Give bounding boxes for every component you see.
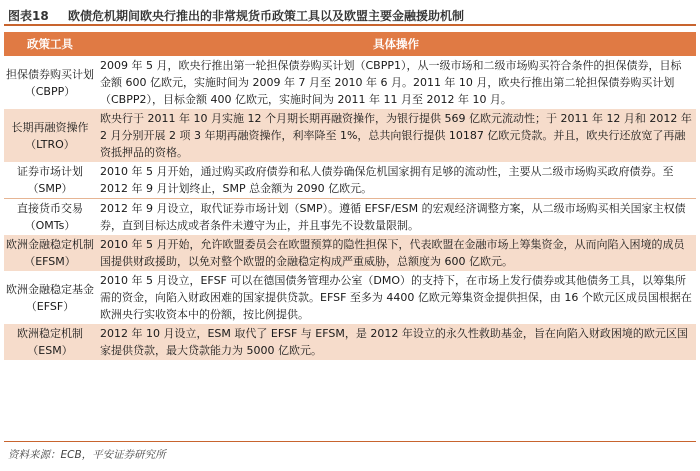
row-tool-omts: 直接货币交易（OMTs） bbox=[4, 199, 96, 236]
row-tool-cbpp: 担保债券购买计划（CBPP） bbox=[4, 56, 96, 109]
table-row bbox=[4, 324, 696, 360]
row-tool-efsm: 欧洲金融稳定机制（EFSM） bbox=[4, 235, 96, 271]
table-row bbox=[4, 271, 696, 324]
row-ops-cbpp: 2009 年 5 月，欧央行推出第一轮担保债券购买计划（CBPP1），从一级市场和二级市场购买符合条件的担保债券，目标金额 600 亿欧元，实施时间为 2009 年 7 月至 2010 年 6 月。2011 年 10 月，欧央行推出第二轮担保债券购买计划（CBPP2），目标金额 400 亿欧元，实施时间为 2011 年 11 月至 2012 年 10 月。 bbox=[96, 56, 696, 109]
row-tool-esm: 欧洲稳定机制（ESM） bbox=[4, 324, 96, 360]
row-ops-smp: 2010 年 5 月开始，通过购买政府债券和私人债券确保危机国家拥有足够的流动性，主要从二级市场购买政府债券。至 2012 年 9 月计划终止，SMP 总金额为 2090 亿欧元。 bbox=[96, 162, 696, 199]
source-note: 资料来源：ECB，平安证券研究所 bbox=[8, 449, 166, 461]
figure-header bbox=[4, 4, 696, 26]
policy-table bbox=[4, 32, 696, 360]
row-ops-efsf: 2010 年 5 月设立，EFSF 可以在德国债务管理办公室（DMO）的支持下，在市场上发行债券或其他债务工具，以筹集所需的资金，向陷入财政困难的国家提供贷款。EFSF 至多为 4400 亿欧元筹集资金提供担保，由 16 个欧元区成员国根据在欧洲央行实收资本中的份额，按比例提供。 bbox=[96, 271, 696, 324]
header-ops: 具体操作 bbox=[96, 32, 696, 56]
table-row bbox=[4, 235, 696, 271]
bottom-rule bbox=[4, 441, 696, 442]
row-ops-ltro: 欧央行于 2011 年 10 月实施 12 个月期长期再融资操作，为银行提供 569 亿欧元流动性；于 2011 年 12 月和 2012 年 2 月分别开展 2 项 3 年期再融资操作，利率降至 1%，总共向银行提供 10187 亿欧元贷款。并且，欧央行还放宽了再融资抵押品的资格。 bbox=[96, 109, 696, 162]
row-tool-ltro: 长期再融资操作（LTRO） bbox=[4, 109, 96, 162]
figure-title: 欧债危机期间欧央行推出的非常规货币政策工具以及欧盟主要金融援助机制 bbox=[68, 9, 465, 23]
row-tool-efsf: 欧洲金融稳定基金（EFSF） bbox=[4, 271, 96, 324]
row-ops-omts: 2012 年 9 月设立，取代证券市场计划（SMP）。遵循 EFSF/ESM 的宏观经济调整方案，从二级市场购买相关国家主权债券，直到目标达成或者条件未遵守为止，并且事先不设数量限制。 bbox=[96, 199, 696, 236]
table-row bbox=[4, 109, 696, 162]
table-header-row bbox=[4, 32, 696, 56]
table-row bbox=[4, 162, 696, 199]
table-row bbox=[4, 56, 696, 109]
figure-number: 图表18 bbox=[8, 9, 49, 23]
row-ops-esm: 2012 年 10 月设立，ESM 取代了 EFSF 与 EFSM，是 2012 年设立的永久性救助基金，旨在向陷入财政困境的欧元区国家提供贷款，最大贷款能力为 5000 亿欧元。 bbox=[96, 324, 696, 360]
row-ops-efsm: 2010 年 5 月开始，允许欧盟委员会在欧盟预算的隐性担保下，代表欧盟在金融市场上筹集资金，从而向陷入困境的成员国提供财政援助，以免对整个欧盟的金融稳定构成严重威胁，总额度为 600 亿欧元。 bbox=[96, 235, 696, 271]
table-row bbox=[4, 199, 696, 236]
row-tool-smp: 证券市场计划（SMP） bbox=[4, 162, 96, 199]
header-tool: 政策工具 bbox=[4, 32, 96, 56]
